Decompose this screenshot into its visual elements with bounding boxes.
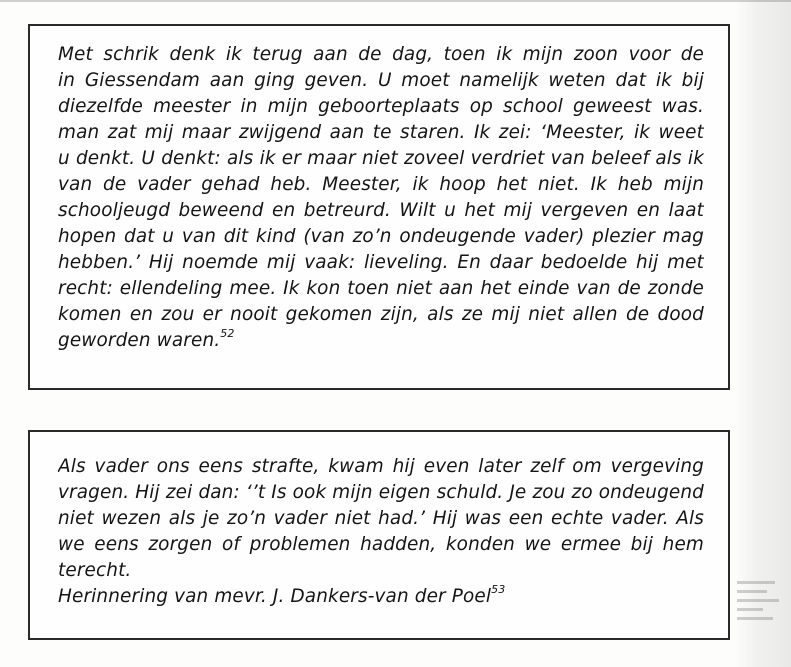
quote-line-text: geworden waren. [58,330,221,351]
quote-line: hebben.’ Hij noemde mij vaak: lieveling. En daar bedoelde hij met [58,252,704,273]
quote-line: Met schrik denk ik terug aan de dag, toen ik mijn zoon voor de [58,44,704,65]
footnote-marker: 53 [491,582,506,596]
quote-line: hopen dat u van dit kind (van zo’n ondeugende vader) plezier mag [58,226,704,247]
quote-line: schooljeugd beweend en betreurd. Wilt u het mij vergeven en laat [58,200,704,221]
quote-line: diezelfde meester in mijn geboorteplaats op school geweest was. [58,96,704,117]
quote-line: we eens zorgen of problemen hadden, konden we ermee bij hem [58,534,704,555]
quote-line: Als vader ons eens strafte, kwam hij even later zelf om vergeving [58,456,704,477]
page-top-edge [0,0,791,2]
footnote-marker: 52 [220,326,235,340]
quote-line: u denkt. U denkt: als ik er maar niet zoveel verdriet van beleef als ik [58,148,704,169]
quote-last-line [58,328,704,354]
quote-box-2 [28,430,730,640]
quote-box-1 [28,24,730,390]
quote-line: recht: ellendeling mee. Ik kon toen niet aan het einde van de zonde [58,278,704,299]
quote-line: van de vader gehad heb. Meester, ik hoop het niet. Ik heb mijn [58,174,704,195]
quote-line: man zat mij maar zwijgend aan te staren. Ik zei: ‘Meester, ik weet [58,122,704,143]
page-margin-shadow [735,0,791,667]
quote-line: terecht. [58,560,132,581]
quote-line: niet wezen als je zo’n vader niet had.’ Hij was een echte vader. Als [58,508,704,529]
attribution-text: Herinnering van mevr. J. Dankers-van der Poel [58,586,492,607]
bleed-through-marks [737,575,787,645]
attribution-line [58,584,704,610]
quote-line: in Giessendam aan ging geven. U moet namelijk weten dat ik bij [58,70,704,91]
quote-line: komen en zou er nooit gekomen zijn, als ze mij niet allen de dood [58,304,704,325]
quote-line: vragen. Hij zei dan: ‘’t Is ook mijn eigen schuld. Je zou zo ondeugend [58,482,704,503]
